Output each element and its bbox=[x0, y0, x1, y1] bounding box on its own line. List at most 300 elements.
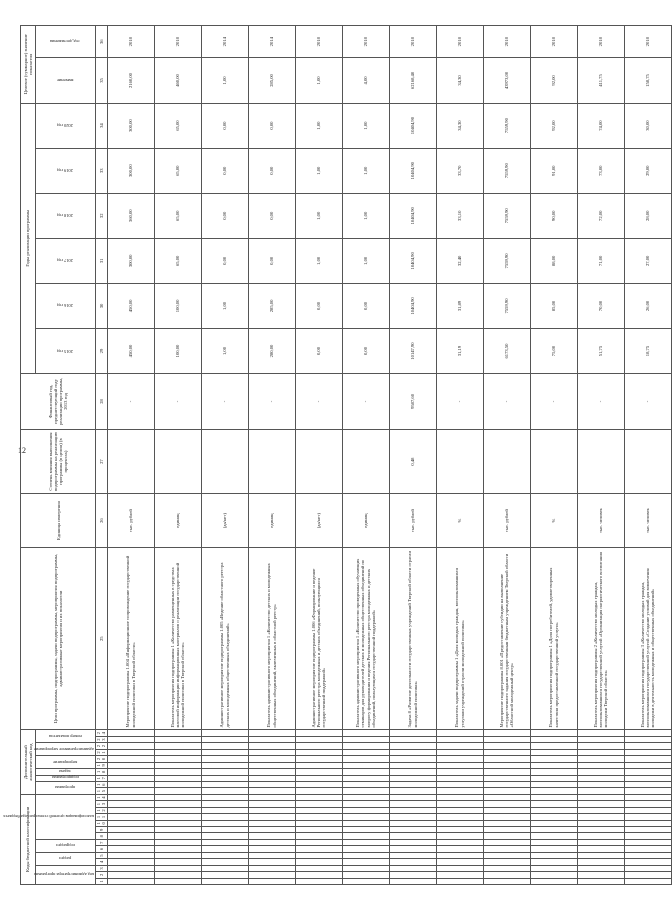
code-cell bbox=[624, 852, 671, 858]
row-target-year: 2014 bbox=[248, 26, 295, 58]
code-cell bbox=[624, 833, 671, 839]
code-cell bbox=[436, 743, 483, 749]
code-cell bbox=[577, 775, 624, 781]
table-row bbox=[201, 26, 248, 885]
code-cell bbox=[624, 775, 671, 781]
code-cell bbox=[436, 756, 483, 762]
column-number: 8 bbox=[96, 833, 107, 839]
header-year-2018: 2018 год bbox=[36, 193, 96, 238]
code-cell bbox=[107, 756, 154, 762]
code-cell bbox=[483, 852, 530, 858]
code-cell bbox=[389, 807, 436, 813]
code-cell bbox=[624, 762, 671, 768]
code-cell bbox=[107, 807, 154, 813]
code-cell bbox=[483, 775, 530, 781]
code-cell bbox=[389, 762, 436, 768]
code-cell bbox=[624, 794, 671, 800]
row-link-value bbox=[342, 429, 389, 493]
code-cell bbox=[107, 730, 154, 736]
code-cell bbox=[483, 872, 530, 878]
code-cell bbox=[530, 814, 577, 820]
header-financing-2013: Финансовый год, предшествующий году реализации программы, 2013 год bbox=[21, 374, 96, 430]
code-cell bbox=[436, 775, 483, 781]
code-cell bbox=[530, 865, 577, 871]
row-name: Административное мероприятие подпрограммы 1.005 «Ведение областного реестра детских и молодежных общественных объединений» bbox=[201, 547, 248, 730]
code-cell bbox=[154, 846, 201, 852]
code-cell bbox=[624, 865, 671, 871]
code-cell bbox=[624, 756, 671, 762]
row-target-value: 158,75 bbox=[624, 58, 671, 103]
row-unit: единиц bbox=[154, 494, 201, 548]
header-code-admin-event: административное мероприятие bbox=[36, 743, 96, 756]
code-cell bbox=[483, 865, 530, 871]
header-year-2017: 2017 год bbox=[36, 238, 96, 283]
code-cell bbox=[295, 852, 342, 858]
code-cell bbox=[436, 736, 483, 742]
row-target-value: 2160,00 bbox=[107, 58, 154, 103]
code-cell bbox=[201, 794, 248, 800]
row-link-value bbox=[154, 429, 201, 493]
code-cell bbox=[389, 865, 436, 871]
row-unit: (да/нет) bbox=[295, 494, 342, 548]
column-number: 34 bbox=[96, 103, 107, 148]
row-year-value: 300,00 bbox=[107, 238, 154, 283]
code-cell bbox=[389, 833, 436, 839]
column-number: 14 bbox=[96, 794, 107, 800]
row-year-value: 1,00 bbox=[295, 148, 342, 193]
code-cell bbox=[154, 769, 201, 775]
row-year-value: 73,00 bbox=[577, 148, 624, 193]
row-link-value bbox=[248, 429, 295, 493]
code-cell bbox=[248, 839, 295, 845]
row-year-value: 72,00 bbox=[577, 193, 624, 238]
code-cell bbox=[154, 801, 201, 807]
row-year-value: 285,00 bbox=[248, 283, 295, 328]
code-cell bbox=[201, 801, 248, 807]
header-link-value: Степень влияния выполнения подпрограммы на реализацию программы (в целом) (в процентах) bbox=[21, 429, 96, 493]
code-cell bbox=[624, 730, 671, 736]
code-cell bbox=[530, 769, 577, 775]
table-row bbox=[342, 26, 389, 885]
code-cell bbox=[530, 788, 577, 794]
code-cell bbox=[483, 801, 530, 807]
code-cell bbox=[530, 833, 577, 839]
code-cell bbox=[201, 781, 248, 787]
code-cell bbox=[295, 878, 342, 884]
row-target-year: 2018 bbox=[483, 26, 530, 58]
row-year-value: 280,00 bbox=[248, 328, 295, 373]
row-name: Показатель административного мероприятия 1 «Количество проведенных обучающих семинаров для руководителей детских и молодежных общественных объединений по вопросу формирования и ведения Регионального реестра молодежных и детских объединений, пользующихся государственной поддержкой» bbox=[342, 547, 389, 730]
code-cell bbox=[154, 839, 201, 845]
header-code-event: мероприятие bbox=[36, 756, 96, 769]
column-number: 19 bbox=[96, 762, 107, 768]
row-link-value bbox=[577, 429, 624, 493]
row-link-value bbox=[624, 429, 671, 493]
code-cell bbox=[389, 743, 436, 749]
code-cell bbox=[624, 788, 671, 794]
row-year-value: 88,00 bbox=[530, 238, 577, 283]
column-number: 31 bbox=[96, 238, 107, 283]
code-cell bbox=[530, 756, 577, 762]
row-year-value: 70,00 bbox=[577, 283, 624, 328]
code-cell bbox=[107, 781, 154, 787]
code-cell bbox=[154, 872, 201, 878]
table-row bbox=[624, 26, 671, 885]
code-cell bbox=[577, 801, 624, 807]
code-cell bbox=[295, 820, 342, 826]
row-financing-2013: - bbox=[530, 374, 577, 430]
program-table-sheet bbox=[3, 25, 656, 885]
row-year-value: 300,00 bbox=[107, 148, 154, 193]
row-link-value bbox=[436, 429, 483, 493]
row-year-value: 0,00 bbox=[201, 193, 248, 238]
code-cell bbox=[389, 878, 436, 884]
row-year-value: 1,00 bbox=[342, 148, 389, 193]
code-cell bbox=[389, 756, 436, 762]
header-year-2016: 2016 год bbox=[36, 283, 96, 328]
code-cell bbox=[201, 788, 248, 794]
code-cell bbox=[436, 878, 483, 884]
column-number: 13 bbox=[96, 801, 107, 807]
code-cell bbox=[248, 878, 295, 884]
code-cell bbox=[389, 749, 436, 755]
row-target-year: 2018 bbox=[154, 26, 201, 58]
row-target-year: 2018 bbox=[107, 26, 154, 58]
code-cell bbox=[624, 878, 671, 884]
code-cell bbox=[295, 769, 342, 775]
code-cell bbox=[154, 730, 201, 736]
column-number: 10 bbox=[96, 820, 107, 826]
row-year-value: 0,00 bbox=[342, 328, 389, 373]
row-year-value: 10404,90 bbox=[389, 148, 436, 193]
code-cell bbox=[154, 859, 201, 865]
code-cell bbox=[201, 865, 248, 871]
code-cell bbox=[154, 820, 201, 826]
row-name: Мероприятие подпрограммы 8.001 «Предоставление субсидии на выполнение государственного задания государственным бюджетным учреждением Тверской области «Областной молодежный центр» bbox=[483, 547, 530, 730]
code-cell bbox=[530, 846, 577, 852]
row-year-value: 6173,50 bbox=[483, 328, 530, 373]
header-target-value: значение bbox=[36, 58, 96, 103]
code-cell bbox=[342, 743, 389, 749]
code-cell bbox=[389, 788, 436, 794]
row-financing-2013: - bbox=[436, 374, 483, 430]
code-cell bbox=[107, 769, 154, 775]
row-year-value: 91,00 bbox=[530, 148, 577, 193]
code-cell bbox=[154, 794, 201, 800]
row-unit: тыс. человек bbox=[577, 494, 624, 548]
row-year-value: 10404,90 bbox=[389, 238, 436, 283]
code-cell bbox=[530, 781, 577, 787]
row-target-year: 2018 bbox=[530, 26, 577, 58]
code-cell bbox=[530, 762, 577, 768]
row-target-year: 2018 bbox=[389, 26, 436, 58]
row-name: Показатель мероприятия подпрограммы 1 «Количество размещенных в средствах массовой информации информационных материалов о реализации государственной молодежной политики в Тверской области» bbox=[154, 547, 201, 730]
code-cell bbox=[295, 859, 342, 865]
code-cell bbox=[342, 878, 389, 884]
code-cell bbox=[624, 769, 671, 775]
row-year-value: 75,00 bbox=[530, 328, 577, 373]
code-cell bbox=[436, 852, 483, 858]
row-link-value bbox=[530, 429, 577, 493]
column-number: 25 bbox=[96, 547, 107, 730]
code-cell bbox=[107, 865, 154, 871]
code-cell bbox=[624, 743, 671, 749]
row-year-value: 1,00 bbox=[295, 103, 342, 148]
code-cell bbox=[577, 743, 624, 749]
row-year-value: 7559,90 bbox=[483, 238, 530, 283]
row-financing-2013: - bbox=[624, 374, 671, 430]
code-cell bbox=[624, 827, 671, 833]
code-cell bbox=[295, 833, 342, 839]
code-cell bbox=[577, 756, 624, 762]
row-year-value: 33,10 bbox=[436, 193, 483, 238]
header-target-year: год достижения bbox=[36, 26, 96, 58]
row-target-year: 2014 bbox=[201, 26, 248, 58]
code-cell bbox=[389, 820, 436, 826]
code-cell bbox=[342, 756, 389, 762]
code-cell bbox=[107, 839, 154, 845]
code-cell bbox=[624, 736, 671, 742]
code-cell bbox=[483, 833, 530, 839]
row-financing-2013: - bbox=[342, 374, 389, 430]
code-cell bbox=[295, 827, 342, 833]
column-number: 2 bbox=[96, 872, 107, 878]
code-cell bbox=[577, 730, 624, 736]
code-cell bbox=[295, 814, 342, 820]
code-cell bbox=[436, 730, 483, 736]
row-year-value: 90,00 bbox=[530, 193, 577, 238]
table-row bbox=[436, 26, 483, 885]
code-cell bbox=[483, 827, 530, 833]
code-cell bbox=[154, 756, 201, 762]
code-cell bbox=[389, 814, 436, 820]
row-year-value: 18,75 bbox=[624, 328, 671, 373]
code-cell bbox=[577, 762, 624, 768]
code-cell bbox=[530, 775, 577, 781]
column-number: 9 bbox=[96, 827, 107, 833]
code-cell bbox=[248, 827, 295, 833]
column-number: 15 bbox=[96, 788, 107, 794]
code-cell bbox=[295, 775, 342, 781]
code-cell bbox=[436, 794, 483, 800]
row-unit: единиц bbox=[248, 494, 295, 548]
header-code-section: раздел bbox=[36, 852, 96, 865]
code-cell bbox=[295, 794, 342, 800]
program-table bbox=[3, 25, 672, 885]
row-year-value: 32,40 bbox=[436, 238, 483, 283]
code-cell bbox=[201, 839, 248, 845]
header-code-indicator: номер показателя bbox=[36, 730, 96, 743]
code-cell bbox=[154, 878, 201, 884]
code-cell bbox=[342, 762, 389, 768]
code-cell bbox=[436, 781, 483, 787]
code-cell bbox=[530, 807, 577, 813]
code-cell bbox=[436, 865, 483, 871]
code-cell bbox=[577, 749, 624, 755]
row-target-value: 285,00 bbox=[248, 58, 295, 103]
code-cell bbox=[483, 769, 530, 775]
row-unit: % bbox=[436, 494, 483, 548]
code-cell bbox=[342, 730, 389, 736]
code-cell bbox=[201, 846, 248, 852]
code-cell bbox=[342, 833, 389, 839]
code-cell bbox=[389, 794, 436, 800]
row-year-value: 0,00 bbox=[201, 148, 248, 193]
code-cell bbox=[389, 839, 436, 845]
code-cell bbox=[342, 827, 389, 833]
row-financing-2013: - bbox=[295, 374, 342, 430]
code-cell bbox=[530, 827, 577, 833]
code-cell bbox=[483, 749, 530, 755]
code-cell bbox=[201, 736, 248, 742]
code-cell bbox=[389, 730, 436, 736]
code-cell bbox=[248, 749, 295, 755]
code-cell bbox=[154, 781, 201, 787]
row-year-value: 1,00 bbox=[342, 238, 389, 283]
row-target-value: 1,00 bbox=[201, 58, 248, 103]
code-cell bbox=[342, 794, 389, 800]
code-cell bbox=[483, 736, 530, 742]
column-number: 4 bbox=[96, 859, 107, 865]
code-cell bbox=[577, 814, 624, 820]
row-unit: единиц bbox=[342, 494, 389, 548]
code-cell bbox=[624, 781, 671, 787]
row-name: Показатель мероприятия подпрограммы 2 «Количество молодых граждан, воспользовавшихся государственной услугой «Организация патриотического воспитания молодежи Тверской области» bbox=[577, 547, 624, 730]
header-unit: Единица измерения bbox=[21, 494, 96, 548]
header-years: Годы реализации программы bbox=[21, 103, 36, 374]
column-number: 35 bbox=[96, 58, 107, 103]
row-year-value: 100,00 bbox=[154, 328, 201, 373]
code-cell bbox=[436, 788, 483, 794]
code-cell bbox=[389, 781, 436, 787]
code-cell bbox=[342, 872, 389, 878]
table-row bbox=[154, 26, 201, 885]
code-cell bbox=[154, 814, 201, 820]
code-cell bbox=[248, 769, 295, 775]
row-unit: (да/нет) bbox=[201, 494, 248, 548]
row-year-value: 0,00 bbox=[248, 238, 295, 283]
code-cell bbox=[483, 814, 530, 820]
code-cell bbox=[248, 781, 295, 787]
row-target-value: 1,00 bbox=[295, 58, 342, 103]
code-cell bbox=[295, 839, 342, 845]
code-cell bbox=[483, 730, 530, 736]
code-cell bbox=[436, 839, 483, 845]
code-cell bbox=[577, 807, 624, 813]
code-cell bbox=[577, 872, 624, 878]
column-number: 17 bbox=[96, 775, 107, 781]
code-cell bbox=[389, 801, 436, 807]
row-year-value: 29,00 bbox=[624, 148, 671, 193]
row-target-year: 2018 bbox=[436, 26, 483, 58]
code-cell bbox=[577, 769, 624, 775]
row-year-value: 51,75 bbox=[577, 328, 624, 373]
header-code-subsection: подраздел bbox=[36, 839, 96, 852]
row-year-value: 0,00 bbox=[295, 283, 342, 328]
code-cell bbox=[483, 794, 530, 800]
code-cell bbox=[107, 762, 154, 768]
table-row bbox=[530, 26, 577, 885]
code-cell bbox=[530, 801, 577, 807]
code-cell bbox=[154, 852, 201, 858]
code-cell bbox=[483, 878, 530, 884]
row-year-value: 65,00 bbox=[154, 193, 201, 238]
code-cell bbox=[577, 852, 624, 858]
code-cell bbox=[107, 801, 154, 807]
code-cell bbox=[342, 807, 389, 813]
code-cell bbox=[342, 859, 389, 865]
code-cell bbox=[436, 814, 483, 820]
code-cell bbox=[295, 801, 342, 807]
row-financing-2013: - bbox=[483, 374, 530, 430]
code-cell bbox=[483, 839, 530, 845]
column-number: 11 bbox=[96, 814, 107, 820]
code-cell bbox=[436, 846, 483, 852]
row-year-value: 1,00 bbox=[342, 193, 389, 238]
code-cell bbox=[295, 730, 342, 736]
code-cell bbox=[201, 827, 248, 833]
row-financing-2013: - bbox=[107, 374, 154, 430]
row-financing-2013: - bbox=[154, 374, 201, 430]
code-cell bbox=[248, 794, 295, 800]
code-cell bbox=[342, 820, 389, 826]
code-cell bbox=[530, 859, 577, 865]
row-unit: тыс. человек bbox=[624, 494, 671, 548]
row-year-value: 65,00 bbox=[154, 238, 201, 283]
code-cell bbox=[342, 775, 389, 781]
row-year-value: 360,00 bbox=[107, 193, 154, 238]
code-cell bbox=[436, 769, 483, 775]
code-cell bbox=[577, 736, 624, 742]
code-cell bbox=[577, 878, 624, 884]
row-target-value: 411,75 bbox=[577, 58, 624, 103]
row-year-value: 7559,90 bbox=[483, 103, 530, 148]
row-name: Показатель мероприятия подпрограммы 3 «Количество молодых граждан, воспользовавшихся государственной услугой «Создание условий для вовлечения молодежи в деятельность молодежных и общественных объединений» bbox=[624, 547, 671, 730]
code-cell bbox=[201, 743, 248, 749]
code-cell bbox=[201, 852, 248, 858]
row-year-value: 0,00 bbox=[248, 103, 295, 148]
row-target-year: 2018 bbox=[577, 26, 624, 58]
row-year-value: 1,00 bbox=[201, 328, 248, 373]
code-cell bbox=[389, 827, 436, 833]
code-cell bbox=[295, 749, 342, 755]
row-year-value: 0,00 bbox=[248, 193, 295, 238]
code-cell bbox=[107, 827, 154, 833]
header-year-2015: 2015 год bbox=[36, 328, 96, 373]
row-year-value: 7559,90 bbox=[483, 283, 530, 328]
code-cell bbox=[154, 865, 201, 871]
code-cell bbox=[248, 743, 295, 749]
code-cell bbox=[154, 736, 201, 742]
column-number: 6 bbox=[96, 846, 107, 852]
column-number: 16 bbox=[96, 781, 107, 787]
row-year-value: 33,70 bbox=[436, 148, 483, 193]
row-target-year: 2018 bbox=[295, 26, 342, 58]
code-cell bbox=[530, 736, 577, 742]
row-target-year: 2018 bbox=[624, 26, 671, 58]
code-cell bbox=[201, 872, 248, 878]
code-cell bbox=[483, 781, 530, 787]
code-cell bbox=[342, 852, 389, 858]
code-cell bbox=[107, 743, 154, 749]
code-cell bbox=[248, 762, 295, 768]
header-year-2019: 2019 год bbox=[36, 148, 96, 193]
column-number: 29 bbox=[96, 328, 107, 373]
code-cell bbox=[248, 846, 295, 852]
column-number: 21 bbox=[96, 749, 107, 755]
row-year-value: 74,00 bbox=[577, 103, 624, 148]
code-cell bbox=[342, 788, 389, 794]
